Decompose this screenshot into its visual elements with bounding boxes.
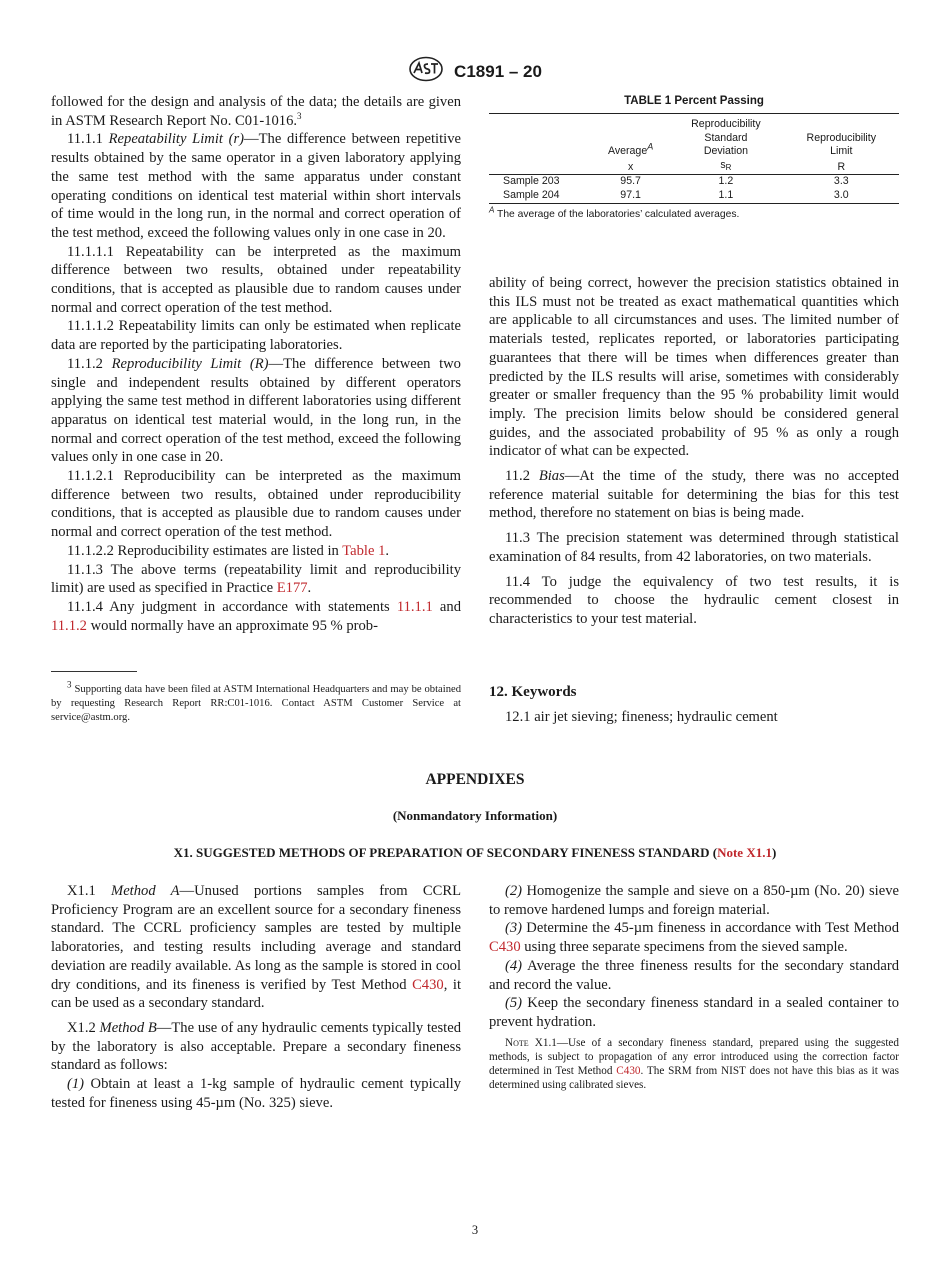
col-header-limit: Reproducibility Limit bbox=[784, 114, 899, 159]
keywords-text: 12.1 air jet sieving; fineness; hydraulic cement bbox=[505, 709, 778, 725]
c430-link[interactable]: C430 bbox=[616, 1064, 641, 1077]
precision-table bbox=[489, 113, 899, 204]
col-symbol-x: x bbox=[593, 159, 668, 175]
c430-link[interactable]: C430 bbox=[412, 976, 444, 993]
paragraph-11-1-3: 11.1.3 The above terms (repeatability limit and reproducibility limit) are used as specified in Practice E177. bbox=[51, 561, 461, 597]
section-11-1-2-link[interactable]: 11.1.2 bbox=[51, 617, 87, 634]
keywords-heading: 12. Keywords bbox=[489, 684, 577, 700]
note-x1-1: Note X1.1—Use of a secondary fineness standard, prepared using the suggested methods, is subject to propagation of any error introduced using the correction factor determined in Test Method C430. The SRM from NIST does not have this bias as it was determined using calibrated sieves. bbox=[489, 1036, 900, 1091]
paragraph-11-1-1-1: 11.1.1.1 Repeatability can be interpreted as the maximum difference between two results, obtained under repeatability conditions, that is accepted as plausible due to random causes under normal and correct operation of the test method. bbox=[51, 243, 461, 316]
step-1: (1) Obtain at least a 1-kg sample of hydraulic cement typically tested for fineness using 45-µm (No. 325) sieve. bbox=[51, 1076, 461, 1111]
col-symbol-r: R bbox=[784, 159, 899, 175]
appendix-left-column bbox=[51, 882, 461, 1112]
c430-link[interactable]: C430 bbox=[489, 939, 521, 956]
paragraph-x1-2: X1.2 Method B—The use of any hydraulic cements typically tested by the laboratory is also acceptable. Prepare a secondary fineness standard as follows: bbox=[51, 1019, 461, 1074]
astm-logo-icon bbox=[408, 56, 444, 87]
col-header-average: Average$^A$ bbox=[593, 114, 668, 159]
table-1-link[interactable]: Table 1 bbox=[342, 542, 386, 559]
col-header-sd: Reproducibility Standard Deviation bbox=[668, 114, 783, 159]
paragraph-11-1-1: 11.1.1 Repeatability Limit (r)—The difference between repetitive results obtained by the same operator in a given laboratory applying the same test method with the same apparatus under constant operating conditions on identical test material within short intervals of time would in the long run, in the normal and correct operation of the test method, exceed the following values only in one case in 20. bbox=[51, 131, 461, 241]
step-2: (2) Homogenize the sample and sieve on a 850-µm (No. 20) sieve to remove hardened lumps and foreign material. bbox=[489, 883, 899, 918]
paragraph-intro: followed for the design and analysis of the data; the details are given in ASTM Research Report No. C01-1016.$^3$ bbox=[51, 94, 461, 129]
paragraph-continued: ability of being correct, however the precision statistics obtained in this ILS must not be treated as exact mathematical quantities which are applicable to all circumstances and uses. The limited number of materials tested, replicates reported, or laboratories participating guarantees that there will be times when differences greater than predicted by the ILS results will arise, sometimes with considerably greater or smaller frequency than the 95 % probability limit would imply. The precision limits below should be considered general guides, and the associated probability of 95 % as only a rough indicator of what can be expected. bbox=[489, 275, 899, 460]
appendixes-title: APPENDIXES bbox=[425, 771, 525, 788]
paragraph-11-1-2-1: 11.1.2.1 Reproducibility can be interpreted as the maximum difference between two results, obtained under reproducibility conditions, that is accepted as plausible due to random causes under normal and correct operation of the test method. bbox=[51, 468, 461, 541]
paragraph-11-2: 11.2 Bias—At the time of the study, there was no accepted reference material suitable for determining the bias for this test method, therefore no statement on bias is being made. bbox=[489, 468, 899, 522]
appendix-right-column bbox=[489, 882, 899, 1092]
paragraph-11-1-2-2: 11.1.2.2 Reproducibility estimates are listed in Table 1. bbox=[67, 542, 390, 559]
step-4: (4) Average the three fineness results for the secondary standard and record the value. bbox=[489, 957, 899, 993]
note-x1-1-link[interactable]: Note X1.1 bbox=[717, 845, 772, 860]
col-symbol-sr: $s_R$ bbox=[668, 159, 783, 175]
left-column bbox=[51, 93, 461, 635]
table-title: TABLE 1 Percent Passing bbox=[624, 95, 764, 107]
table-note: $^A$ The average of the laboratories’ calculated averages. bbox=[489, 205, 740, 220]
e177-link[interactable]: E177 bbox=[276, 580, 308, 597]
footnote-ref[interactable]: 3 bbox=[297, 110, 302, 121]
footnote: $^3$ Supporting data have been filed at ASTM International Headquarters and may be obtained by requesting Research Report RR:C01-1016. Contact ASTM Customer Service at service@astm.org. bbox=[51, 679, 461, 723]
section-11-1-1-link[interactable]: 11.1.1 bbox=[396, 598, 433, 615]
footnote-divider bbox=[51, 671, 137, 672]
paragraph-11-1-4: 11.1.4 Any judgment in accordance with statements 11.1.1 and 11.1.2 would normally have an approximate 95 % prob- bbox=[51, 598, 461, 634]
step-3: (3) Determine the 45-µm fineness in accordance with Test Method C430 using three separate specimens from the sieved sample. bbox=[489, 920, 899, 956]
page-header bbox=[0, 56, 950, 87]
paragraph-11-1-1-2: 11.1.1.2 Repeatability limits can only be estimated when replicate data are reported by the participating laboratories. bbox=[51, 318, 461, 354]
paragraph-x1-1: X1.1 Method A—Unused portions samples from CCRL Proficiency Program are an excellent source for a secondary fineness standard. The CCRL proficiency samples are tested by multiple laboratories, and testing results including average and standard deviation are readily available. As long as the sample is stored in cool dry conditions, and its fineness is verified by Test Method C430, it can be used as a secondary standard. bbox=[51, 883, 462, 1012]
right-column bbox=[489, 274, 899, 629]
appendix-section-heading: X1. SUGGESTED METHODS OF PREPARATION OF SECONDARY FINENESS STANDARD (Note X1.1) bbox=[173, 845, 777, 860]
paragraph-11-1-2: 11.1.2 Reproducibility Limit (R)—The difference between two single and independent results obtained by different operators applying the same test method in different laboratories using different apparatus on identical test material would, in the long run, in the normal and correct operation of the test method, exceed the following values only in one case in 20. bbox=[51, 355, 461, 466]
step-5: (5) Keep the secondary fineness standard in a sealed container to prevent hydration. bbox=[489, 995, 899, 1030]
table-1 bbox=[489, 95, 899, 220]
page-number: 3 bbox=[471, 1223, 479, 1237]
table-row: Sample 204 97.1 1.1 3.0 bbox=[489, 189, 899, 203]
paragraph-11-4: 11.4 To judge the equivalency of two test results, it is recommended to choose the hydraulic cement closest in characteristics to your test material. bbox=[489, 573, 899, 627]
paragraph-11-3: 11.3 The precision statement was determined through statistical examination of 84 results, from 42 laboratories, on two materials. bbox=[489, 530, 899, 565]
standard-code: C1891 – 20 bbox=[454, 61, 542, 81]
table-row: Sample 203 95.7 1.2 3.3 bbox=[503, 175, 849, 188]
appendixes-subtitle: (Nonmandatory Information) bbox=[392, 808, 558, 823]
